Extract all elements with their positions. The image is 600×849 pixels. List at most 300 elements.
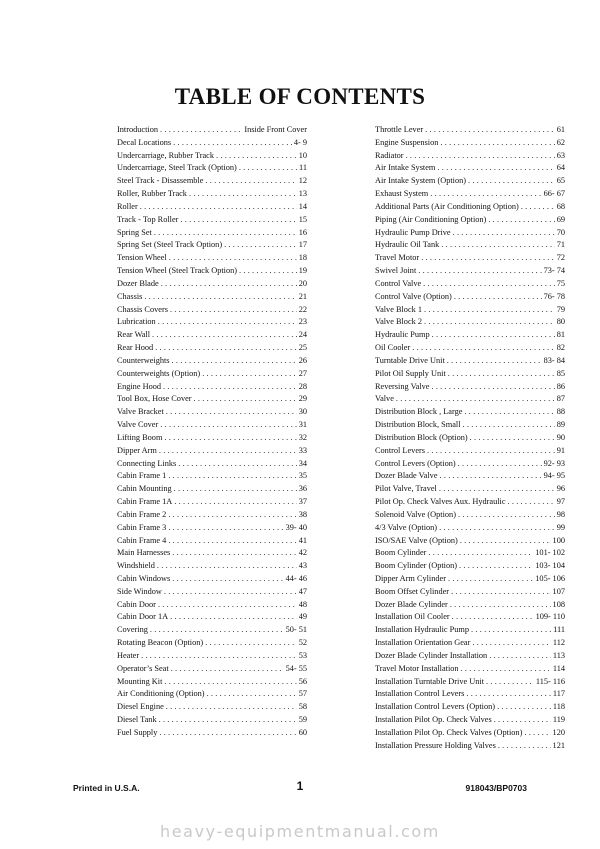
toc-leader-dots <box>524 727 550 740</box>
toc-entry-page: 21 <box>298 291 307 301</box>
toc-leader-dots <box>169 252 297 265</box>
toc-leader-dots <box>159 727 296 740</box>
toc-leader-dots <box>159 714 297 727</box>
toc-entry <box>117 150 307 163</box>
toc-entry-page: 85 <box>556 368 565 378</box>
toc-leader-dots <box>454 291 542 304</box>
toc-entry-page: 64 <box>556 163 565 173</box>
toc-entry-page: 63 <box>556 150 565 160</box>
toc-entry <box>117 162 307 175</box>
toc-entry <box>117 342 307 355</box>
toc-leader-dots <box>239 162 297 175</box>
toc-entry-page: 47 <box>298 586 307 596</box>
toc-entry-page: 59 <box>298 715 307 725</box>
toc-entry <box>375 252 565 265</box>
toc-entry <box>117 637 307 650</box>
toc-entry-title: 4/3 Valve (Option) <box>375 522 438 532</box>
toc-entry-title: Oil Cooler <box>375 343 411 353</box>
toc-entry-title: Boom Cylinder (Option) <box>375 561 458 571</box>
toc-leader-dots <box>166 701 297 714</box>
toc-entry-title: Installation Orientation Gear <box>375 638 471 648</box>
toc-entry <box>117 676 307 689</box>
toc-leader-dots <box>472 637 550 650</box>
toc-entry-title: Installation Control Levers <box>375 689 465 699</box>
toc-entry-page: 44- 46 <box>285 573 307 583</box>
toc-entry-page: 33 <box>298 445 307 455</box>
toc-entry <box>375 509 565 522</box>
toc-entry-title: Boom Cylinder <box>375 548 427 558</box>
toc-leader-dots <box>172 573 283 586</box>
toc-entry-title: Air Conditioning (Option) <box>117 689 205 699</box>
toc-leader-dots <box>448 573 533 586</box>
toc-entry-title: Additional Parts (Air Conditioning Option) <box>375 201 519 211</box>
toc-leader-dots <box>432 329 555 342</box>
toc-entry-title: Undercarriage, Rubber Track <box>117 150 214 160</box>
toc-entry <box>375 535 565 548</box>
toc-entry <box>117 265 307 278</box>
toc-entry-page: 80 <box>556 317 565 327</box>
toc-entry <box>117 547 307 560</box>
toc-entry <box>117 316 307 329</box>
toc-leader-dots <box>498 740 551 753</box>
toc-entry-page: 39- 40 <box>285 522 307 532</box>
toc-leader-dots <box>440 137 554 150</box>
toc-entry-page: 97 <box>556 497 565 507</box>
toc-entry-title: Distribution Block (Option) <box>375 432 468 442</box>
toc-leader-dots <box>158 316 297 329</box>
toc-entry-page: 27 <box>298 368 307 378</box>
toc-entry <box>117 329 307 342</box>
toc-leader-dots <box>194 393 297 406</box>
toc-entry-title: Cabin Windows <box>117 573 171 583</box>
toc-leader-dots <box>463 419 555 432</box>
toc-entry-page: 12 <box>298 176 307 186</box>
toc-entry-page: 66- 67 <box>543 189 565 199</box>
toc-entry-title: Travel Motor <box>375 253 420 263</box>
toc-entry-title: Valve <box>375 394 394 404</box>
toc-leader-dots <box>425 124 555 137</box>
toc-entry-title: Boom Offset Cylinder <box>375 586 450 596</box>
toc-entry <box>375 265 565 278</box>
toc-entry-page: 82 <box>556 343 565 353</box>
toc-leader-dots <box>168 535 296 548</box>
toc-entry-title: Installation Control Levers (Option) <box>375 702 496 712</box>
toc-entry-page: 118 <box>552 702 565 712</box>
toc-entry <box>375 573 565 586</box>
watermark: heavy-equipmentmanual.com <box>160 822 440 841</box>
toc-entry-page: 119 <box>552 715 565 725</box>
toc-entry-title: Valve Block 1 <box>375 304 423 314</box>
toc-entry-page: 107 <box>552 586 565 596</box>
toc-entry-page: 89 <box>556 420 565 430</box>
toc-entry <box>117 137 307 150</box>
toc-leader-dots <box>459 560 533 573</box>
toc-entry-page: 30 <box>298 407 307 417</box>
toc-entry <box>117 278 307 291</box>
toc-entry-page: 72 <box>556 253 565 263</box>
toc-leader-dots <box>154 227 297 240</box>
toc-entry <box>117 458 307 471</box>
toc-entry-page: 41 <box>298 535 307 545</box>
footer-document-number: 918043/BP0703 <box>465 783 527 793</box>
toc-entry-title: Engine Suspension <box>375 137 439 147</box>
toc-entry-page: 81 <box>556 330 565 340</box>
toc-entry-title: ISO/SAE Valve (Option) <box>375 535 458 545</box>
toc-leader-dots <box>224 239 297 252</box>
toc-entry-title: Main Harnesses <box>117 548 171 558</box>
toc-entry-title: Steel Track - Disassemble <box>117 176 204 186</box>
toc-entry <box>375 663 565 676</box>
toc-entry-title: Spring Set <box>117 227 152 237</box>
toc-entry-page: 22 <box>298 304 307 314</box>
toc-entry-title: Diesel Engine <box>117 702 164 712</box>
toc-leader-dots <box>450 599 551 612</box>
toc-entry-page: 28 <box>298 381 307 391</box>
toc-entry-title: Undercarriage, Steel Track (Option) <box>117 163 237 173</box>
toc-entry-title: Tension Wheel (Steel Track Option) <box>117 266 238 276</box>
toc-entry-page: 52 <box>298 638 307 648</box>
toc-entry-page: 117 <box>552 689 565 699</box>
toc-leader-dots <box>494 714 551 727</box>
toc-entry-title: Covering <box>117 625 148 635</box>
toc-leader-dots <box>470 432 555 445</box>
toc-entry <box>117 470 307 483</box>
toc-entry <box>117 599 307 612</box>
toc-leader-dots <box>406 150 555 163</box>
toc-entry-title: Installation Pilot Op. Check Valves <box>375 715 492 725</box>
toc-entry-page: 57 <box>298 689 307 699</box>
toc-entry <box>375 316 565 329</box>
toc-entry-title: Air Intake System (Option) <box>375 176 467 186</box>
toc-leader-dots <box>448 368 555 381</box>
toc-entry <box>117 304 307 317</box>
toc-leader-dots <box>178 458 296 471</box>
toc-leader-dots <box>521 201 555 214</box>
toc-entry-title: Engine Hood <box>117 381 162 391</box>
toc-entry-page: 25 <box>298 343 307 353</box>
toc-leader-dots <box>424 304 555 317</box>
toc-leader-dots <box>471 624 551 637</box>
toc-leader-dots <box>160 124 242 137</box>
toc-entry-page: 36 <box>298 484 307 494</box>
toc-entry <box>117 586 307 599</box>
toc-leader-dots <box>205 175 296 188</box>
toc-entry <box>117 714 307 727</box>
toc-entry-page: 19 <box>298 266 307 276</box>
toc-entry <box>375 496 565 509</box>
toc-entry <box>375 137 565 150</box>
toc-entry-page: 34 <box>298 458 307 468</box>
toc-leader-dots <box>174 483 297 496</box>
toc-leader-dots <box>441 239 554 252</box>
toc-entry-title: Installation Turntable Drive Unit <box>375 676 485 686</box>
toc-entry-title: Cabin Frame 3 <box>117 522 167 532</box>
toc-entry-title: Control Valve <box>375 278 422 288</box>
toc-entry-page: 61 <box>556 125 565 134</box>
toc-entry <box>375 599 565 612</box>
toc-entry <box>117 355 307 368</box>
toc-entry-title: Rear Wall <box>117 330 151 340</box>
toc-entry <box>117 483 307 496</box>
toc-entry <box>117 432 307 445</box>
toc-entry <box>375 291 565 304</box>
toc-entry <box>117 727 307 740</box>
toc-entry-title: Valve Bracket <box>117 407 164 417</box>
toc-leader-dots <box>421 252 555 265</box>
toc-entry <box>117 522 307 535</box>
toc-entry <box>117 406 307 419</box>
toc-entry-page: 48 <box>298 599 307 609</box>
toc-entry <box>117 227 307 240</box>
toc-entry-page: 10 <box>298 150 307 160</box>
toc-entry <box>375 624 565 637</box>
toc-entry-page: 49 <box>298 612 307 622</box>
toc-entry-title: Lifting Boom <box>117 432 163 442</box>
toc-entry <box>117 201 307 214</box>
toc-entry-title: Distribution Block , Large <box>375 407 463 417</box>
toc-entry <box>375 175 565 188</box>
toc-entry-title: Hydraulic Oil Tank <box>375 240 440 250</box>
toc-entry-title: Side Window <box>117 586 162 596</box>
toc-leader-dots <box>159 445 297 458</box>
toc-entry-title: Dozer Blade <box>117 278 159 288</box>
toc-entry <box>117 393 307 406</box>
toc-entry-title: Operator’s Seat <box>117 663 169 673</box>
toc-entry-page: 68 <box>556 201 565 211</box>
toc-entry-page: 43 <box>298 561 307 571</box>
toc-leader-dots <box>205 637 297 650</box>
toc-leader-dots <box>164 586 297 599</box>
toc-entry <box>375 714 565 727</box>
toc-entry <box>117 496 307 509</box>
toc-entry-title: Pilot Op. Check Valves Aux. Hydraulic <box>375 497 506 507</box>
toc-entry-page: 4- 9 <box>293 137 307 147</box>
toc-entry <box>375 676 565 689</box>
toc-leader-dots <box>166 406 297 419</box>
toc-entry-title: Hydraulic Pump <box>375 330 430 340</box>
toc-entry-title: Fuel Supply <box>117 727 158 737</box>
toc-leader-dots <box>451 586 550 599</box>
toc-entry-page: 111 <box>553 625 565 635</box>
toc-leader-dots <box>458 458 542 471</box>
toc-entry-page: 98 <box>556 509 565 519</box>
toc-column-left <box>117 124 307 740</box>
toc-leader-dots <box>418 265 541 278</box>
toc-entry-page: 113 <box>552 650 565 660</box>
toc-entry <box>375 393 565 406</box>
toc-entry-page: 115- 116 <box>535 676 565 686</box>
toc-entry-title: Installation Oil Cooler <box>375 612 450 622</box>
toc-leader-dots <box>161 278 297 291</box>
toc-leader-dots <box>164 432 296 445</box>
toc-leader-dots <box>207 688 297 701</box>
toc-entry <box>117 188 307 201</box>
toc-entry-title: Radiator <box>375 150 404 160</box>
toc-entry-title: Connecting Links <box>117 458 177 468</box>
toc-leader-dots <box>170 304 297 317</box>
toc-entry-title: Diesel Tank <box>117 715 157 725</box>
toc-entry-page: 105- 106 <box>535 573 565 583</box>
toc-entry <box>375 458 565 471</box>
toc-entry-page: 15 <box>298 214 307 224</box>
toc-entry-title: Control Levers <box>375 445 426 455</box>
toc-entry <box>117 381 307 394</box>
toc-entry-title: Air Intake System <box>375 163 436 173</box>
toc-entry <box>375 150 565 163</box>
toc-entry-page: 35 <box>298 471 307 481</box>
toc-entry-title: Dozer Blade Valve <box>375 471 438 481</box>
toc-entry-title: Mounting Kit <box>117 676 163 686</box>
toc-entry-page: 83- 84 <box>543 355 565 365</box>
toc-leader-dots <box>396 393 555 406</box>
toc-entry-title: Pilot Valve, Travel <box>375 484 437 494</box>
toc-leader-dots <box>427 445 555 458</box>
toc-leader-dots <box>508 496 555 509</box>
toc-entry-page: 69 <box>556 214 565 224</box>
toc-leader-dots <box>458 509 555 522</box>
toc-entry <box>117 124 307 137</box>
toc-entry <box>375 740 565 753</box>
toc-entry <box>375 355 565 368</box>
toc-entry-title: Cabin Frame 1A <box>117 497 173 507</box>
toc-entry-title: Tool Box, Hose Cover <box>117 394 192 404</box>
toc-leader-dots <box>172 355 297 368</box>
toc-entry-title: Spring Set (Steel Track Option) <box>117 240 223 250</box>
toc-entry-title: Cabin Frame 4 <box>117 535 167 545</box>
toc-entry <box>375 547 565 560</box>
toc-entry-title: Pilot Oil Supply Unit <box>375 368 446 378</box>
toc-entry-page: 53 <box>298 650 307 660</box>
toc-entry-page: 94- 95 <box>543 471 565 481</box>
toc-entry-title: Windshield <box>117 561 155 571</box>
toc-leader-dots <box>439 483 555 496</box>
toc-entry-title: Introduction <box>117 125 159 134</box>
toc-entry-title: Control Valve (Option) <box>375 291 452 301</box>
toc-entry-page: 79 <box>556 304 565 314</box>
toc-entry <box>117 175 307 188</box>
toc-leader-dots <box>239 265 297 278</box>
toc-entry-title: Cabin Frame 1 <box>117 471 167 481</box>
toc-leader-dots <box>168 522 283 535</box>
toc-leader-dots <box>447 355 542 368</box>
toc-column-right <box>375 124 565 753</box>
toc-entry <box>117 419 307 432</box>
toc-leader-dots <box>453 227 555 240</box>
toc-entry-title: Lubrication <box>117 317 156 327</box>
toc-entry-page: 54- 55 <box>285 663 307 673</box>
footer-print-location: Printed in U.S.A. <box>73 783 140 793</box>
toc-leader-dots <box>170 611 297 624</box>
toc-entry-title: Chassis Covers <box>117 304 168 314</box>
toc-entry-page: 86 <box>556 381 565 391</box>
toc-entry-title: Roller <box>117 201 138 211</box>
toc-entry-title: Swivel Joint <box>375 266 417 276</box>
toc-entry-page: Inside Front Cover <box>244 125 307 134</box>
toc-entry-title: Dipper Arm <box>117 445 157 455</box>
toc-leader-dots <box>157 560 297 573</box>
toc-entry-page: 112 <box>552 638 565 648</box>
toc-entry-page: 17 <box>298 240 307 250</box>
toc-entry-title: Counterweights (Option) <box>117 368 201 378</box>
toc-leader-dots <box>468 175 555 188</box>
toc-entry-page: 109- 110 <box>535 612 565 622</box>
toc-entry <box>375 188 565 201</box>
toc-entry <box>375 381 565 394</box>
page-title: TABLE OF CONTENTS <box>174 84 426 109</box>
toc-entry-title: Turntable Drive Unit <box>375 355 445 365</box>
toc-entry-page: 120 <box>552 727 565 737</box>
toc-entry-title: Cabin Frame 2 <box>117 509 167 519</box>
toc-entry-page: 62 <box>556 137 565 147</box>
toc-leader-dots <box>497 701 551 714</box>
toc-entry-title: Rotating Beacon (Option) <box>117 638 204 648</box>
toc-leader-dots <box>423 278 555 291</box>
toc-leader-dots <box>488 214 554 227</box>
toc-leader-dots <box>424 316 555 329</box>
toc-entry-title: Cabin Mounting <box>117 484 172 494</box>
toc-entry <box>375 368 565 381</box>
toc-entry-title: Tension Wheel <box>117 253 167 263</box>
toc-entry <box>117 509 307 522</box>
toc-entry-title: Dozer Blade Cylinder Installation <box>375 650 488 660</box>
toc-entry-page: 18 <box>298 253 307 263</box>
toc-entry-page: 75 <box>556 278 565 288</box>
toc-entry-title: Hydraulic Pump Drive <box>375 227 451 237</box>
toc-entry <box>375 637 565 650</box>
toc-leader-dots <box>486 676 534 689</box>
toc-leader-dots <box>152 329 297 342</box>
toc-entry-title: Decal Locations <box>117 137 172 147</box>
toc-entry-page: 92- 93 <box>543 458 565 468</box>
toc-entry <box>117 239 307 252</box>
toc-entry-page: 108 <box>552 599 565 609</box>
toc-leader-dots <box>171 663 284 676</box>
toc-leader-dots <box>155 342 297 355</box>
toc-entry-page: 99 <box>556 522 565 532</box>
toc-entry <box>375 483 565 496</box>
toc-entry <box>375 727 565 740</box>
toc-entry <box>117 701 307 714</box>
toc-entry <box>375 419 565 432</box>
toc-entry-title: Roller, Rubber Track <box>117 189 187 199</box>
toc-leader-dots <box>489 650 551 663</box>
toc-entry-page: 121 <box>552 740 565 750</box>
toc-entry-title: Reversing Valve <box>375 381 430 391</box>
toc-entry <box>375 470 565 483</box>
toc-leader-dots <box>461 663 551 676</box>
toc-entry-title: Cabin Door <box>117 599 156 609</box>
toc-entry <box>117 624 307 637</box>
toc-entry <box>375 304 565 317</box>
toc-entry <box>375 239 565 252</box>
toc-entry-title: Exhaust System <box>375 189 429 199</box>
toc-entry <box>375 342 565 355</box>
toc-entry-page: 91 <box>556 445 565 455</box>
toc-entry <box>375 432 565 445</box>
toc-entry-page: 32 <box>298 432 307 442</box>
toc-entry <box>375 214 565 227</box>
toc-entry-page: 101- 102 <box>535 548 565 558</box>
toc-leader-dots <box>144 291 296 304</box>
toc-entry <box>375 329 565 342</box>
toc-entry <box>375 227 565 240</box>
toc-entry <box>375 688 565 701</box>
toc-leader-dots <box>216 150 297 163</box>
toc-entry-page: 11 <box>299 163 307 173</box>
toc-entry <box>117 252 307 265</box>
toc-leader-dots <box>464 406 554 419</box>
toc-entry-page: 26 <box>298 355 307 365</box>
